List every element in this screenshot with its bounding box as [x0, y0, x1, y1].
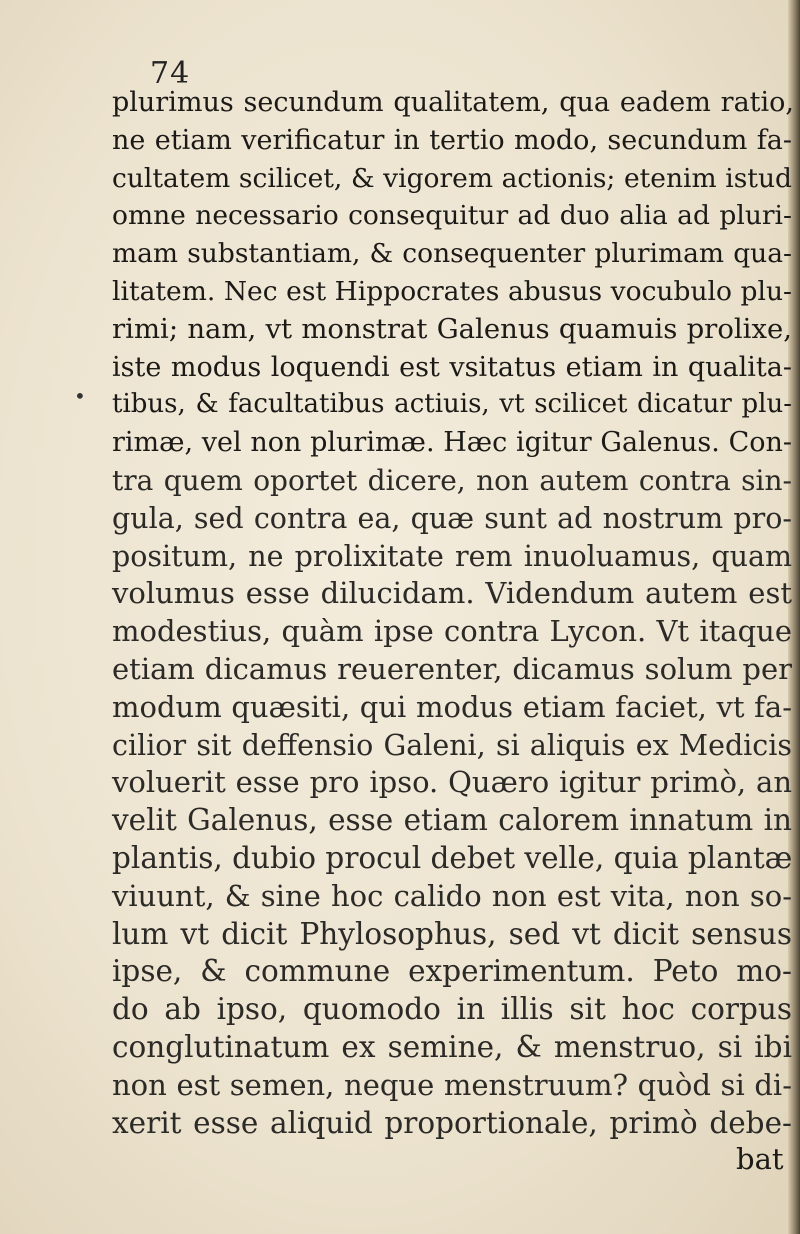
text-line: rimi; nam, vt monstrat Galenus quamuis prolixe, — [112, 312, 792, 345]
text-line: voluerit esse pro ipso. Quæro igitur primò, an — [112, 765, 792, 800]
margin-mark: • — [74, 384, 86, 408]
text-line: lum vt dicit Phylosophus, sed vt dicit sensus — [112, 916, 792, 951]
text-line: ne etiam verificatur in tertio modo, secundum fa- — [112, 124, 792, 156]
text-line: viuunt, & sine hoc calido non est vita, non so- — [112, 878, 792, 913]
text-line: xerit esse aliquid proportionale, primò debe- — [112, 1105, 792, 1140]
text-line: positum, ne prolixitate rem inuoluamus, quam — [112, 539, 792, 573]
text-line: gula, sed contra ea, quæ sunt ad nostrum pro- — [112, 501, 792, 535]
text-line: iste modus loquendi est vsitatus etiam in qualita- — [112, 351, 792, 383]
text-line: tra quem oportet dicere, non autem contra sin- — [112, 463, 792, 497]
text-line: rimæ, vel non plurimæ. Hæc igitur Galenus. Con- — [112, 427, 792, 459]
text-line: ipse, & commune experimentum. Peto mo- — [112, 954, 792, 989]
text-line: modum quæsiti, qui modus etiam faciet, vt fa- — [112, 689, 792, 724]
text-line: conglutinatum ex semine, & menstruo, si ibi — [112, 1029, 792, 1064]
text-line: plurimus secundum qualitatem, qua eadem ratio, — [112, 87, 794, 118]
text-line: omne necessario consequitur ad duo alia ad pluri- — [112, 200, 792, 232]
page-number: 74 — [150, 56, 191, 91]
text-line: etiam dicamus reuerenter, dicamus solum per — [112, 651, 792, 686]
text-line: non est semen, neque menstruum? quòd si di- — [112, 1067, 792, 1102]
text-line: volumus esse dilucidam. Videndum autem est — [112, 576, 792, 611]
text-line: plantis, dubio procul debet velle, quia plantæ — [112, 840, 793, 875]
text-line: litatem. Nec est Hippocrates abusus vocubulo plu- — [112, 275, 792, 307]
text-line: velit Galenus, esse etiam calorem innatum in — [112, 803, 792, 838]
text-line: modestius, quàm ipse contra Lycon. Vt itaque — [112, 614, 792, 649]
catchword: bat — [736, 1142, 784, 1176]
text-line: do ab ipso, quomodo in illis sit hoc corpus — [112, 992, 792, 1027]
text-line: mam substantiam, & consequenter plurimam qua- — [112, 238, 792, 270]
body-text — [112, 84, 792, 1142]
text-line: cilior sit deffensio Galeni, si aliquis ex Medicis — [112, 728, 792, 762]
text-line: cultatem scilicet, & vigorem actionis; etenim istud — [112, 162, 792, 194]
text-line: tibus, & facultatibus actiuis, vt scilicet dicatur plu- — [112, 389, 792, 420]
